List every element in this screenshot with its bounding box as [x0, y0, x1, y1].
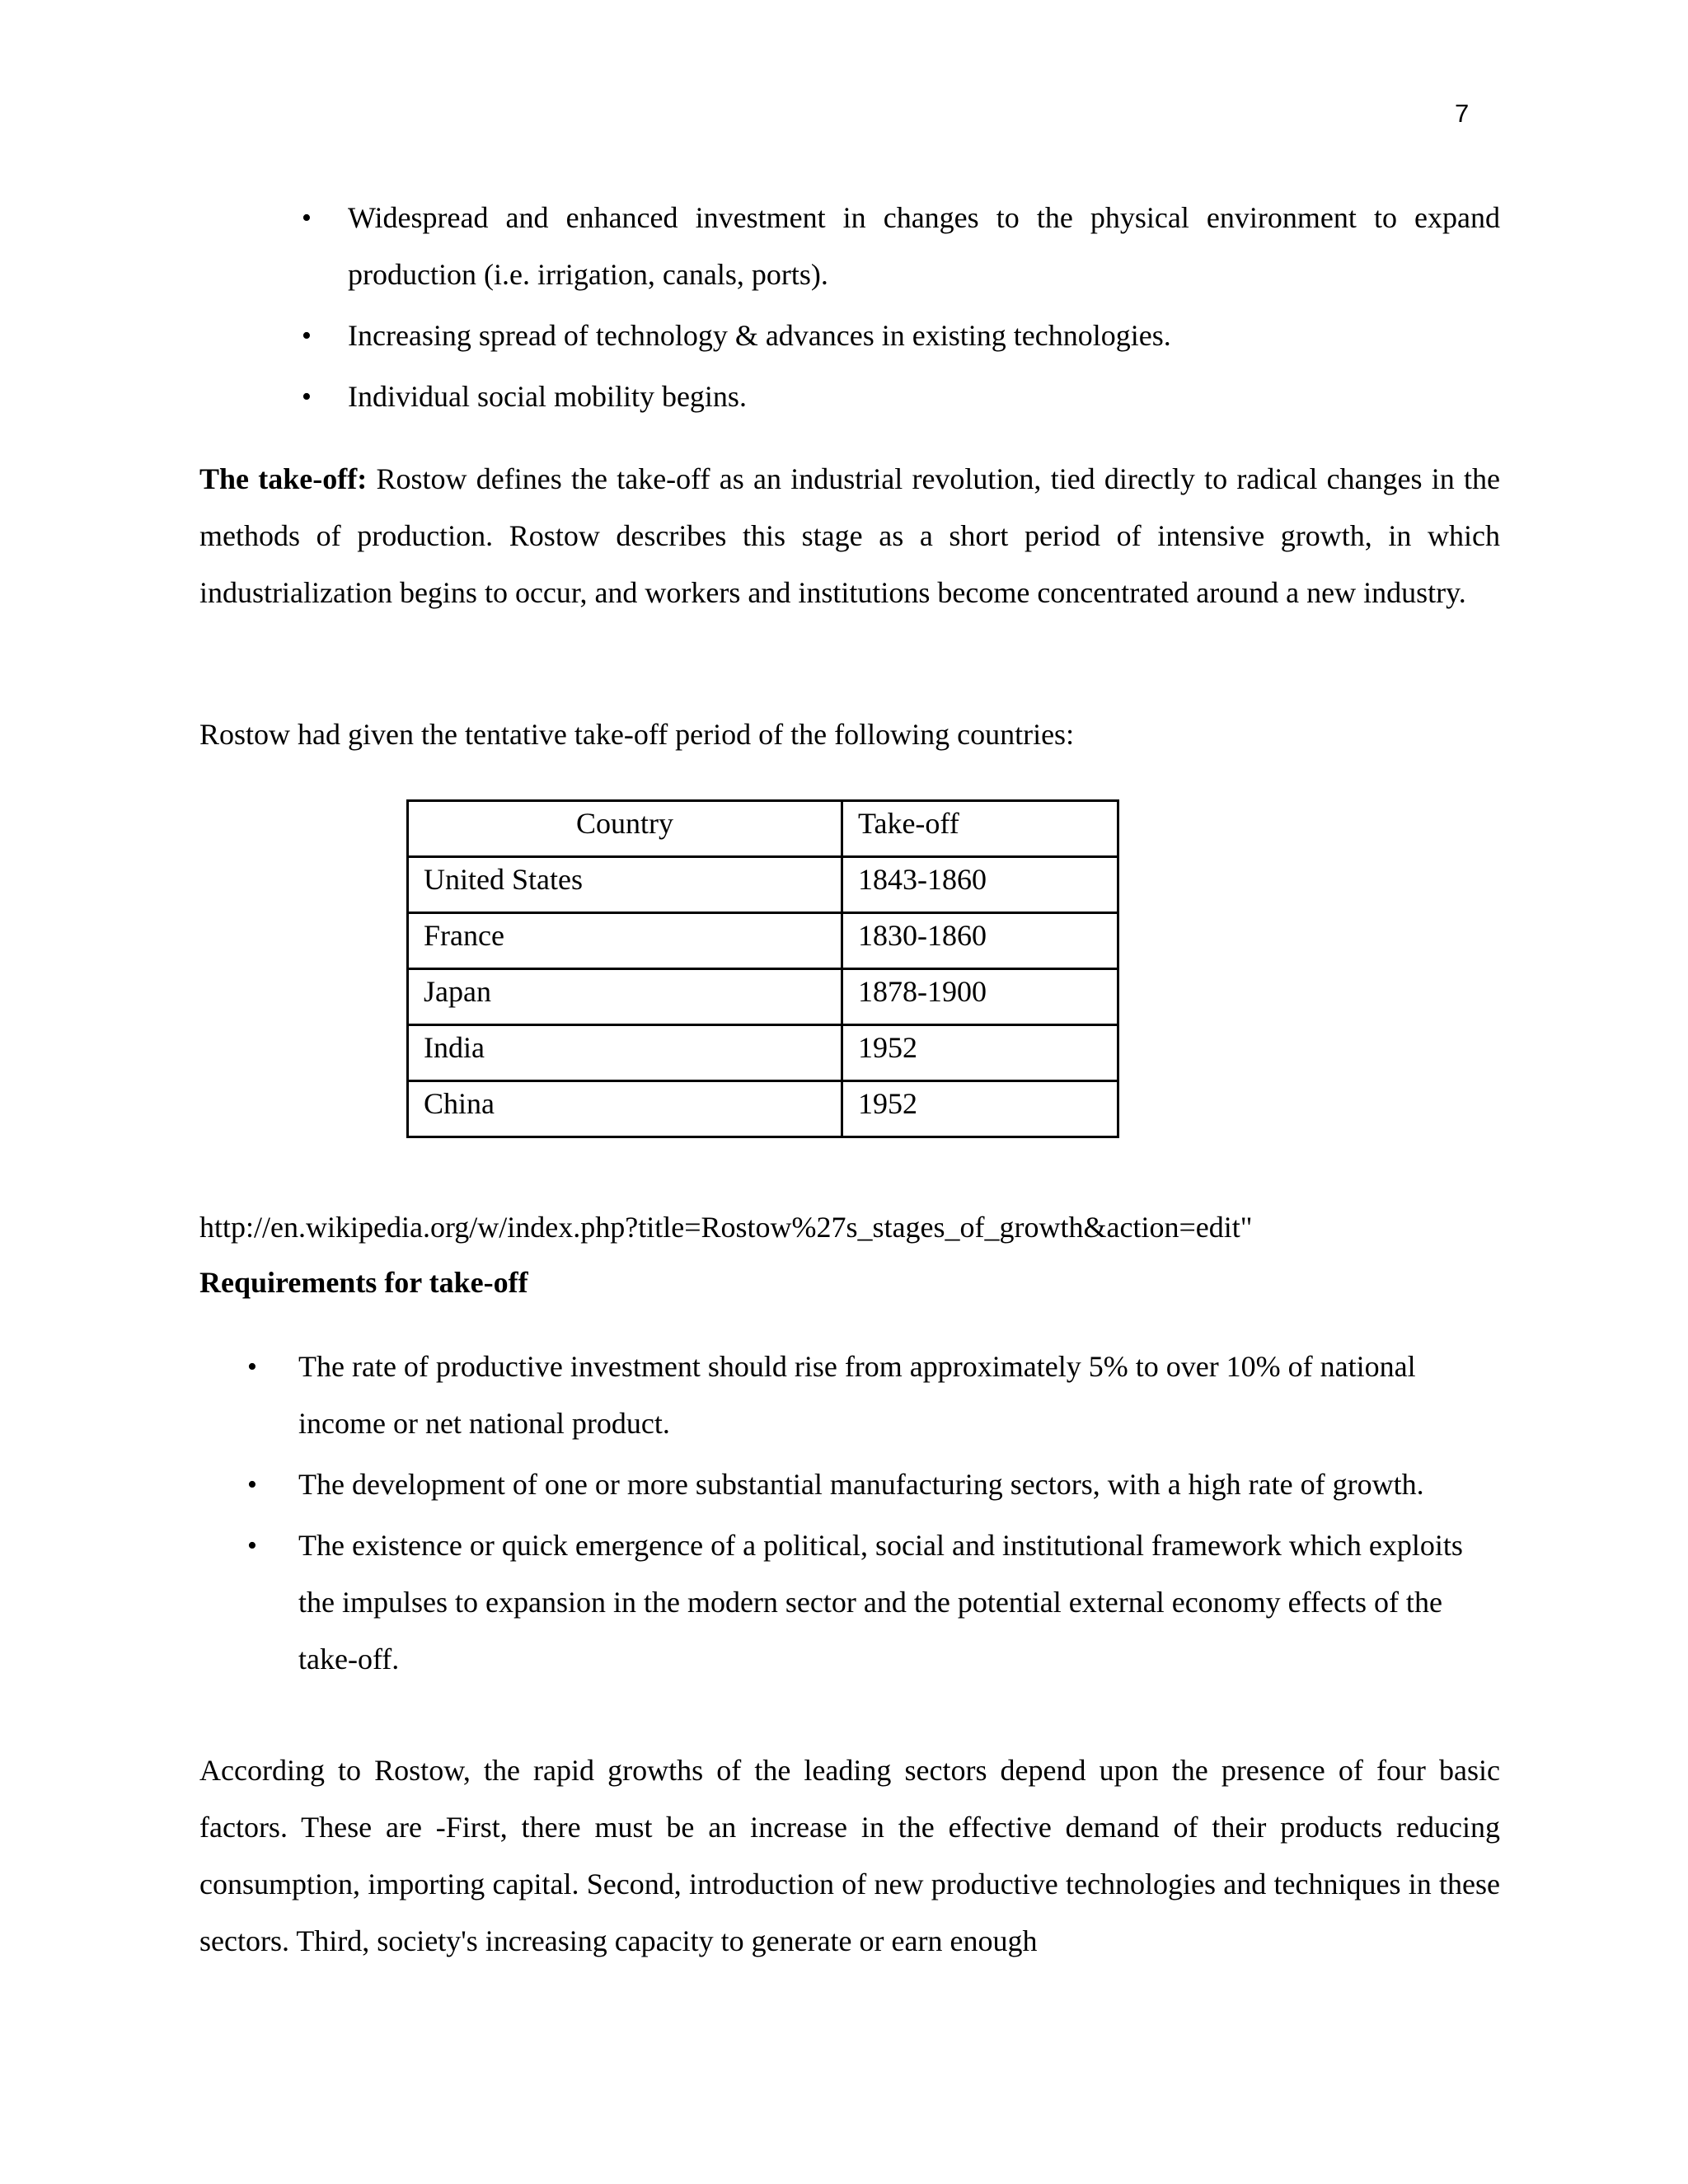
takeoff-table [406, 799, 1119, 1138]
bullet-icon: • [247, 1469, 257, 1500]
page-number: 7 [1455, 99, 1470, 128]
table-cell-country: France [408, 913, 842, 969]
source-url: http://en.wikipedia.org/w/index.php?title=Rostow%27s_stages_of_growth&action=edit" [199, 1211, 1253, 1244]
list-item-text: Widespread and enhanced investment in changes to the physical environment to expand production (i.e. irrigation, canals, ports). [348, 201, 1500, 291]
table-row [408, 857, 1118, 913]
bullet-icon: • [302, 203, 312, 233]
column-header-country: Country [408, 801, 842, 857]
table-row [408, 969, 1118, 1025]
table-cell-country: United States [408, 857, 842, 913]
closing-paragraph: According to Rostow, the rapid growths of the leading sectors depend upon the presence of four basic factors. These are -First, there must be an increase in the effective demand of their products reducing consumption, importing capital. Second, introduction of new productive technologies and techniques in these sectors. Third, society's increasing capacity to generate or earn enough [199, 1754, 1500, 1957]
table-row [408, 913, 1118, 969]
bullet-icon: • [302, 321, 312, 351]
column-header-takeoff: Take-off [842, 801, 1118, 857]
bullet-icon: • [247, 1530, 257, 1561]
requirements-bullet-list [247, 1338, 1493, 1692]
table-cell-takeoff: 1843-1860 [842, 857, 1118, 913]
takeoff-heading: The take-off: [199, 462, 368, 495]
list-item [302, 307, 1500, 364]
table-cell-takeoff: 1952 [842, 1081, 1118, 1137]
list-item [247, 1338, 1493, 1452]
table-cell-takeoff: 1830-1860 [842, 913, 1118, 969]
list-item [247, 1517, 1493, 1688]
table-cell-takeoff: 1878-1900 [842, 969, 1118, 1025]
bullet-icon: • [247, 1352, 257, 1382]
list-item [247, 1456, 1493, 1513]
list-item-text: The rate of productive investment should rise from approximately 5% to over 10% of national income or net national product. [298, 1350, 1416, 1440]
table-row [408, 1081, 1118, 1137]
list-item-text: The existence or quick emergence of a political, social and institutional framework which exploits the impulses to expansion in the modern sector and the potential external economy effects of the take-off. [298, 1529, 1463, 1675]
list-item-text: Increasing spread of technology & advances in existing technologies. [348, 319, 1171, 352]
takeoff-paragraph [199, 451, 1500, 621]
list-item [302, 368, 1500, 425]
table-cell-country: Japan [408, 969, 842, 1025]
requirements-heading: Requirements for take-off [199, 1266, 528, 1299]
table-cell-country: India [408, 1025, 842, 1081]
table-header-row [408, 801, 1118, 857]
top-bullet-list [302, 190, 1500, 429]
list-item-text: The development of one or more substantial manufacturing sectors, with a high rate of growth. [298, 1468, 1424, 1501]
table-row [408, 1025, 1118, 1081]
table-cell-takeoff: 1952 [842, 1025, 1118, 1081]
table-intro: Rostow had given the tentative take-off period of the following countries: [199, 718, 1075, 751]
list-item-text: Individual social mobility begins. [348, 380, 747, 413]
table-cell-country: China [408, 1081, 842, 1137]
takeoff-body: Rostow defines the take-off as an industrial revolution, tied directly to radical changes in the methods of production. Rostow describes this stage as a short period of intensive growth, in which industrialization begins to occur, and workers and institutions become concentrated around a new industry. [199, 462, 1501, 609]
list-item [302, 190, 1500, 303]
bullet-icon: • [302, 382, 312, 412]
